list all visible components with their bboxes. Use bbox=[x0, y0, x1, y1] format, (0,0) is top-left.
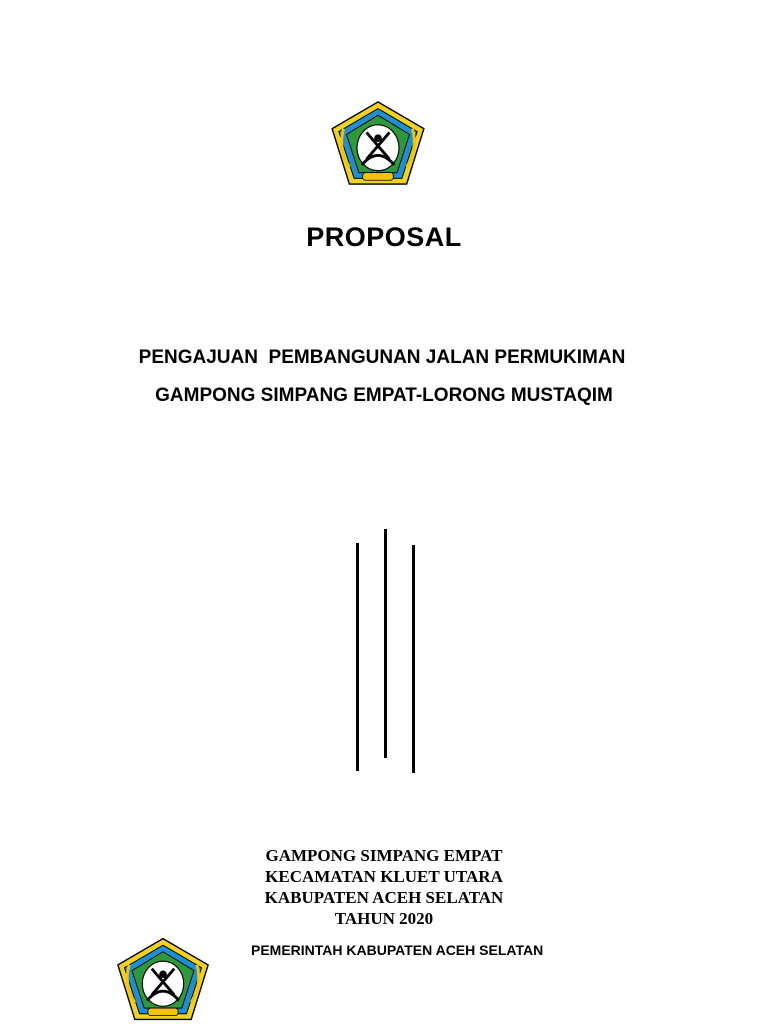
address-line-district: KECAMATAN KLUET UTARA bbox=[265, 867, 503, 886]
regency-emblem-icon bbox=[116, 936, 210, 1022]
document-title: PROPOSAL bbox=[306, 222, 462, 252]
address-line-year: TAHUN 2020 bbox=[334, 909, 434, 928]
address-block bbox=[0, 845, 768, 929]
decorative-vertical-line bbox=[356, 543, 359, 771]
address-line-regency: KABUPATEN ACEH SELATAN bbox=[264, 888, 504, 907]
decorative-vertical-line bbox=[412, 545, 415, 773]
address-line-village: GAMPONG SIMPANG EMPAT bbox=[265, 846, 503, 865]
decorative-vertical-line bbox=[384, 529, 387, 758]
subtitle-line-1: PENGAJUAN PEMBANGUNAN JALAN PERMUKIMAN bbox=[138, 347, 626, 368]
footer-government-name: PEMERINTAH KABUPATEN ACEH SELATAN bbox=[251, 942, 544, 958]
subtitle-line-2: GAMPONG SIMPANG EMPAT-LORONG MUSTAQIM bbox=[155, 385, 613, 406]
regency-emblem-icon bbox=[330, 100, 426, 186]
